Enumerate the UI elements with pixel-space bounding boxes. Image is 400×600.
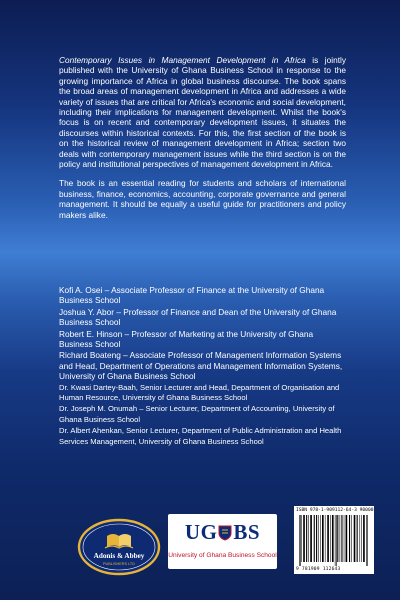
barcode-bar	[344, 515, 345, 562]
barcode-bar	[366, 515, 367, 566]
barcode-bar	[349, 515, 350, 562]
author-entry: Joshua Y. Abor – Professor of Finance and Dean of the University of Ghana Business School	[59, 306, 337, 328]
barcode-bar	[299, 515, 300, 566]
isbn-number: ISBN 978-1-909112-64-3	[296, 508, 357, 513]
barcode-bar	[301, 515, 302, 562]
barcode-bar	[340, 515, 341, 562]
publisher-name: Adonis & Abbey	[93, 552, 145, 560]
barcode-bar	[337, 515, 338, 562]
barcode-bar	[363, 515, 365, 562]
barcode-bars	[298, 515, 370, 566]
author-entry: Robert E. Hinson – Professor of Marketing at the University of Ghana Business School	[59, 328, 314, 350]
author-list	[59, 285, 349, 448]
ugbs-subtitle: University of Ghana Business School	[168, 552, 277, 559]
publisher-logo	[77, 514, 161, 576]
isbn-barcode	[294, 506, 374, 574]
book-icon	[105, 534, 133, 548]
book-title-italic: Contemporary Issues in Management Development in Africa	[59, 55, 306, 65]
barcode-bar	[335, 515, 336, 566]
barcode-bar	[351, 515, 352, 562]
author-entry: Richard Boateng – Associate Professor of Management Information Systems and Head, Department of Operations and Management Information Systems, University of Ghana Business School	[59, 350, 343, 382]
barcode-bar	[354, 515, 356, 562]
barcode-bar	[361, 515, 362, 562]
crest-icon	[218, 525, 232, 541]
barcode-bar	[341, 515, 342, 562]
barcode-bar	[322, 515, 324, 562]
barcode-bar	[325, 515, 326, 562]
author-entry: Dr. Joseph M. Onumah – Senior Lecturer, Department of Accounting, University of Ghana Business School	[59, 404, 335, 424]
barcode-digits: 9 781909 112643	[296, 567, 341, 572]
barcode-bar	[332, 515, 334, 562]
barcode-bar	[306, 515, 307, 562]
barcode-bar	[303, 515, 305, 562]
isbn-label	[296, 508, 372, 513]
book-description	[59, 55, 346, 229]
barcode-bar	[308, 515, 309, 562]
author-entry: Dr. Albert Ahenkan, Senior Lecturer, Department of Public Administration and Health Services Management, University of Ghana Business School	[59, 426, 342, 446]
barcode-bar	[336, 515, 337, 566]
ugbs-mark-right: BS	[233, 520, 261, 544]
barcode-bar	[316, 515, 317, 562]
ugbs-logo	[168, 514, 277, 569]
barcode-bar	[318, 515, 319, 562]
author-entry: Kofi A. Osei – Associate Professor of Finance at the University of Ghana Business School	[59, 285, 325, 306]
barcode-bar	[360, 515, 361, 562]
barcode-bar	[327, 515, 329, 562]
barcode-bar	[346, 515, 348, 562]
author-entry: Dr. Kwasi Dartey-Baah, Senior Lecturer and Head, Department of Organisation and Human Resource, University of Ghana Business School	[59, 382, 340, 403]
barcode-bar	[310, 515, 312, 562]
description-paragraph-1-text: is jointly published with the University of Ghana Business School in response to the growing importance of Africa in global business discourse. The book spans the broad areas of management development in Africa and addresses a wide variety of issues that are critical for Africa's economic and social development, including their implications for management development. Whilst the book's focus is on recent and contemporary development issues, it situates the discourses within historical contexts. For this, the first section of the book is on the historical review of management development in Africa; section two deals with contemporary management issues while the third section is on the policy and institutional perspectives of management development in Africa.	[59, 55, 346, 170]
barcode-bar	[357, 515, 358, 562]
ugbs-mark	[168, 520, 277, 545]
barcode-bar	[314, 515, 315, 562]
barcode-bar	[320, 515, 321, 562]
barcode-bar	[330, 515, 331, 562]
publisher-subtitle: PUBLISHERS LTD	[102, 562, 136, 566]
barcode-bar	[300, 515, 301, 566]
price-code: 90000	[359, 508, 374, 513]
description-paragraph-1	[59, 55, 346, 169]
barcode-bar	[367, 515, 368, 566]
ugbs-mark-left: UG	[184, 520, 218, 544]
description-paragraph-2: The book is an essential reading for students and scholars of international business, finance, economics, accounting, corporate governance and general management. It should be equally a useful guide for practitioners and policy makers alike.	[59, 178, 346, 220]
